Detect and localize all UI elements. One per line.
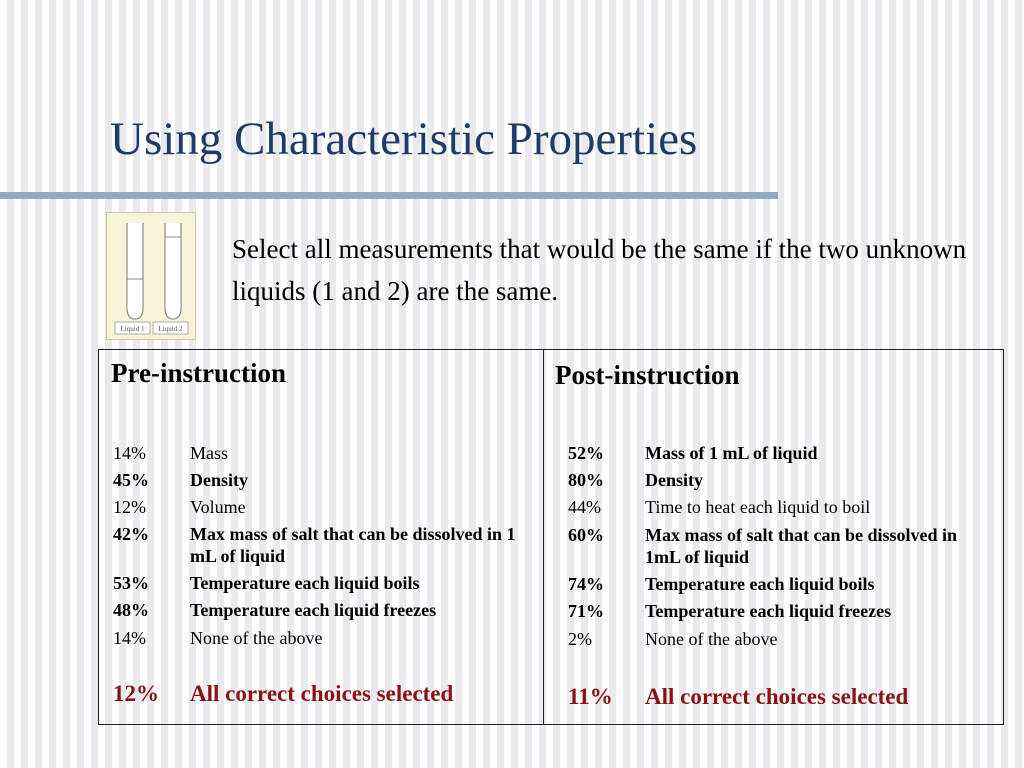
pre-row-label: Max mass of salt that can be dissolved in 1 mL of liquid [190,524,516,566]
pre-row-percent: 42% [113,524,149,544]
post-row-percent: 80% [568,470,604,490]
post-row-label: Max mass of salt that can be dissolved in 1mL of liquid [645,525,958,567]
post-instruction-panel [543,349,1004,725]
tube-1-label: Liquid 1 [120,325,145,333]
test-tubes-figure [106,212,196,340]
pre-row-percent: 14% [113,628,146,648]
pre-row-label: Volume [190,497,246,517]
pre-row-label: Temperature each liquid freezes [190,600,437,620]
post-row-percent: 74% [568,574,604,594]
post-row-label: Temperature each liquid boils [645,574,875,594]
post-row-label: Temperature each liquid freezes [645,601,892,621]
post-summary-percent: 11% [568,684,613,709]
question-prompt: Select all measurements that would be the same if the two unknown liquids (1 and 2) are the same. [232,234,967,306]
post-row-label: Time to heat each liquid to boil [645,497,871,517]
pre-row-percent: 53% [113,573,149,593]
post-summary-label: All correct choices selected [645,684,909,709]
pre-row-percent: 14% [113,443,146,463]
post-row-percent: 60% [568,525,604,545]
post-row-label: Density [645,470,703,490]
post-instruction-heading: Post-instruction [555,360,740,390]
pre-row-label: Density [190,470,248,490]
pre-instruction-panel [98,349,544,725]
pre-row-label: Mass [190,443,229,463]
pre-row-label: Temperature each liquid boils [190,573,420,593]
pre-row-percent: 48% [113,600,149,620]
pre-summary-label: All correct choices selected [190,681,454,706]
tube-2-label: Liquid 2 [158,325,183,333]
post-row-percent: 52% [568,443,604,463]
pre-row-percent: 12% [113,497,146,517]
pre-row-percent: 45% [113,470,149,490]
test-tubes-icon [107,213,197,341]
pre-row-label: None of the above [190,628,323,648]
post-row-label: Mass of 1 mL of liquid [645,443,818,463]
pre-summary-percent: 12% [113,681,159,706]
post-row-percent: 71% [568,601,604,621]
post-row-percent: 2% [568,629,592,649]
pre-instruction-heading: Pre-instruction [111,358,286,388]
title-divider [0,192,778,199]
slide-title: Using Characteristic Properties [110,113,698,165]
post-row-percent: 44% [568,497,601,517]
post-row-label: None of the above [645,629,778,649]
